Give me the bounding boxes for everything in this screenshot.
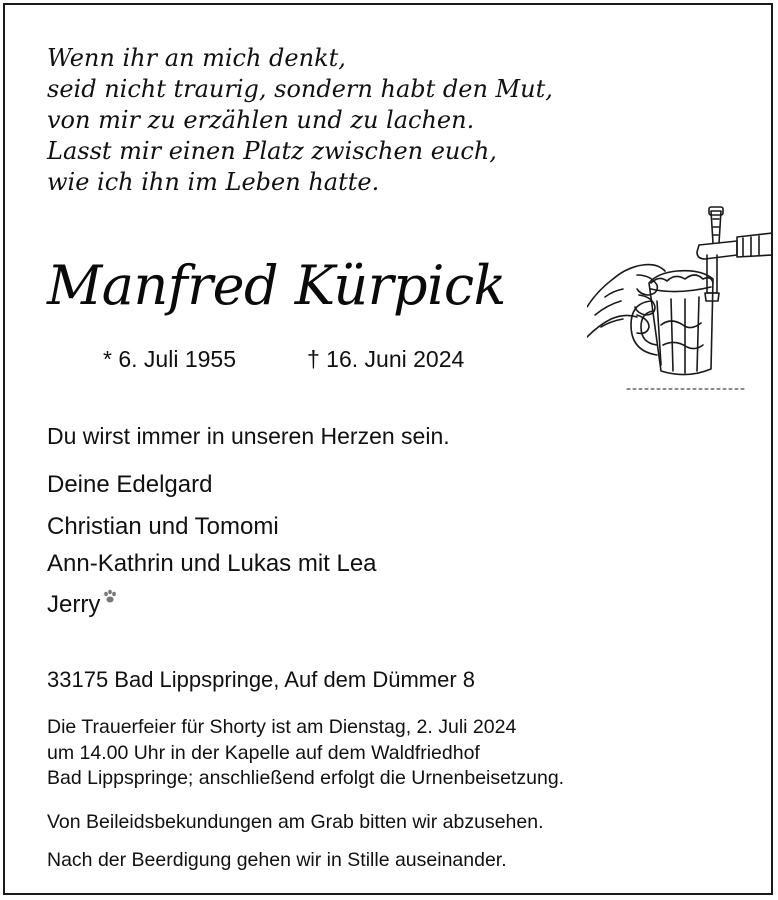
funeral-details — [47, 715, 564, 792]
birth-date: * 6. Juli 1955 — [103, 346, 236, 372]
poem-line: von mir zu erzählen und zu lachen. — [47, 106, 475, 134]
paw-print-icon — [102, 589, 118, 605]
beer-tap-hand-mug-illustration — [587, 205, 771, 395]
pet-name: Jerry — [47, 591, 101, 618]
memorial-motto: Du wirst immer in unseren Herzen sein. — [47, 423, 450, 449]
deceased-name: Manfred Kürpick — [47, 254, 506, 317]
death-date: † 16. Juni 2024 — [307, 346, 465, 372]
poem-line: Lasst mir einen Platz zwischen euch, — [47, 137, 497, 165]
poem-line: wie ich ihn im Leben hatte. — [47, 168, 380, 196]
mourner-line: Ann-Kathrin und Lukas mit Lea — [47, 550, 377, 577]
mourner-line: Christian und Tomomi — [47, 513, 279, 540]
poem-line: seid nicht traurig, sondern habt den Mut, — [47, 75, 553, 103]
funeral-line: Bad Lippspringe; anschließend erfolgt die Urnenbeisetzung. — [47, 767, 565, 789]
poem — [47, 43, 553, 198]
mourner-line: Deine Edelgard — [47, 471, 213, 498]
obituary-notice — [3, 3, 773, 895]
condolence-note: Von Beileidsbekundungen am Grab bitten wir abzusehen. — [47, 811, 544, 833]
mourner-line-pet — [47, 591, 118, 619]
closing-note: Nach der Beerdigung gehen wir in Stille auseinander. — [47, 849, 507, 871]
family-address: 33175 Bad Lippspringe, Auf dem Dümmer 8 — [47, 667, 476, 692]
poem-line: Wenn ihr an mich denkt, — [47, 44, 346, 72]
funeral-line: Die Trauerfeier für Shorty ist am Dienstag, 2. Juli 2024 — [47, 716, 517, 738]
funeral-line: um 14.00 Uhr in der Kapelle auf dem Waldfriedhof — [47, 741, 480, 764]
